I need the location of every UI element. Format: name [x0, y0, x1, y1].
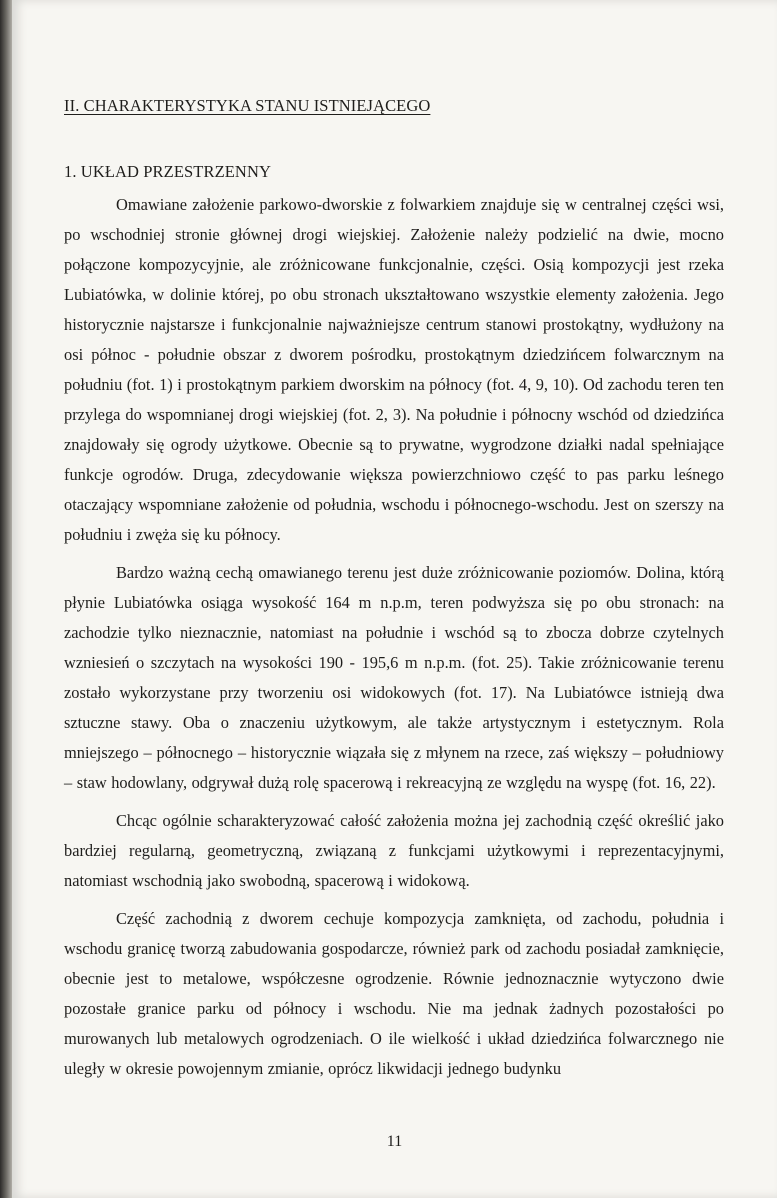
page-number: 11 — [386, 1133, 403, 1150]
document-page — [12, 0, 777, 1198]
paragraph-western-part: Część zachodnią z dworem cechuje kompozycja zamknięta, od zachodu, południa i wschodu granicę tworzą zabudowania gospodarcze, również park od zachodu posiadał zamknięcie, obecnie jest to metalowe, współczesne ogrodzenie. Równie jednoznacznie wytyczono dwie pozostałe granice parku od północy i wschodu. Nie ma jednak żadnych pozostałości po murowanych lub metalowych ogrodzeniach. O ile wielkość i układ dziedzińca folwarcznego nie uległy w okresie powojennym zmianie, oprócz likwidacji jednego budynku — [64, 909, 724, 1078]
paragraph-terrain-levels: Bardzo ważną cechą omawianego terenu jest duże zróżnicowanie poziomów. Dolina, którą płynie Lubiatówka osiąga wysokość 164 m n.p.m, teren podwyższa się po obu stronach: na zachodzie tylko nieznacznie, natomiast na południe i wschód są to zbocza dobrze czytelnych wzniesień o szczytach na wysokości 190 - 195,6 m n.p.m. (fot. 25). Takie zróżnicowanie terenu zostało wykorzystane przy tworzeniu osi widokowych (fot. 17). Na Lubiatówce istnieją dwa sztuczne stawy. Oba o znaczeniu użytkowym, ale także artystycznym i estetycznym. Rola mniejszego – północnego – historycznie wiązała się z młynem na rzece, zaś większy – południowy – staw hodowlany, odgrywał dużą rolę spacerową i rekreacyjną ze względu na wyspę (fot. 16, 22). — [64, 563, 724, 792]
section-heading: II. CHARAKTERYSTYKA STANU ISTNIEJĄCEGO — [64, 96, 431, 115]
page-content — [64, 96, 724, 1088]
paragraph-general-character: Chcąc ogólnie scharakteryzować całość założenia można jej zachodnią część określić jako bardziej regularną, geometryczną, związaną z funkcjami użytkowymi i reprezentacyjnymi, natomiast wschodnią jako swobodną, spacerową i widokową. — [64, 811, 724, 890]
paragraph-layout-overview: Omawiane założenie parkowo-dworskie z folwarkiem znajduje się w centralnej części wsi, po wschodniej stronie głównej drogi wiejskiej. Założenie należy podzielić na dwie, mocno połączone kompozycyjnie, ale zróżnicowane funkcjonalnie, części. Osią kompozycji jest rzeka Lubiatówka, w dolinie której, po obu stronach ukształtowano wszystkie elementy założenia. Jego historycznie najstarsze i funkcjonalnie najważniejsze centrum stanowi prostokątny, wydłużony na osi północ - południe obszar z dworem pośrodku, prostokątnym dziedzińcem folwarcznym na południu (fot. 1) i prostokątnym parkiem dworskim na północy (fot. 4, 9, 10). Od zachodu teren ten przylega do wspomnianej drogi wiejskiej (fot. 2, 3). Na południe i północny wschód od dziedzińca znajdowały się ogrody użytkowe. Obecnie są to prywatne, wygrodzone działki nadal spełniające funkcje ogrodów. Druga, zdecydowanie większa powierzchniowo część to pas parku leśnego otaczający wspomniane założenie od południa, wschodu i północnego-wschodu. Jest on szerszy na południu i zwęża się ku północy. — [64, 195, 724, 544]
subsection-heading: 1. UKŁAD PRZESTRZENNY — [64, 162, 271, 181]
